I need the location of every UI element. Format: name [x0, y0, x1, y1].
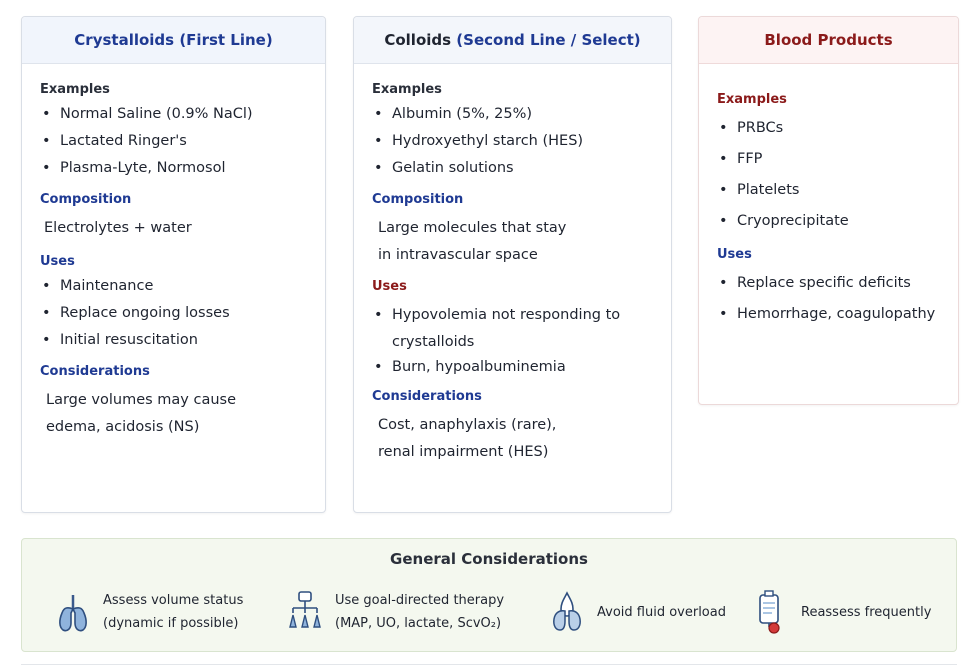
flowchart-icon	[284, 589, 326, 635]
list-item: • Hypovolemia not responding to crystalloids	[372, 302, 653, 356]
colloids-considerations-line: renal impairment (HES)	[378, 444, 549, 460]
list-item: • Hemorrhage, coagulopathy	[717, 305, 940, 324]
general-item-line: (dynamic if possible)	[103, 616, 239, 631]
colloids-uses-title: Uses	[372, 279, 407, 294]
colloids-considerations-line: Cost, anaphylaxis (rare),	[378, 417, 557, 433]
colloids-examples-list	[372, 105, 653, 178]
list-item: • Initial resuscitation	[40, 331, 307, 350]
general-item-line: Use goal-directed therapy	[335, 593, 505, 608]
blood-uses-title: Uses	[717, 247, 752, 262]
crystalloids-examples-title: Examples	[40, 82, 110, 97]
colloids-composition-line: Large molecules that stay	[378, 220, 567, 236]
crystalloids-uses-title: Uses	[40, 254, 75, 269]
list-item: • Replace ongoing losses	[40, 304, 307, 323]
crystalloids-composition-title: Composition	[40, 192, 132, 207]
list-item: • Burn, hypoalbuminemia	[372, 358, 653, 377]
list-item: • Gelatin solutions	[372, 159, 653, 178]
bottom-divider	[21, 664, 957, 670]
crystalloids-card	[21, 16, 326, 513]
list-item: • PRBCs	[717, 119, 940, 138]
general-considerations-title: General Considerations	[390, 550, 588, 568]
general-item-text	[597, 601, 726, 624]
general-item-line: Reassess frequently	[801, 604, 932, 620]
list-item: • Lactated Ringer's	[40, 132, 307, 151]
droplet-lungs-icon	[546, 589, 588, 635]
list-item: • FFP	[717, 150, 940, 169]
list-item: • Replace specific deficits	[717, 274, 940, 293]
crystalloids-considerations-line: Large volumes may cause	[46, 392, 237, 408]
colloids-composition-line: in intravascular space	[378, 247, 538, 263]
iv-bag-icon	[750, 589, 792, 635]
general-item-text	[103, 589, 243, 635]
crystalloids-title: Crystalloids (First Line)	[22, 17, 325, 64]
colloids-composition-title: Composition	[372, 192, 464, 207]
general-item-reassess	[750, 587, 931, 637]
general-item-line: Avoid fluid overload	[597, 604, 726, 620]
blood-examples-title: Examples	[717, 92, 787, 107]
blood-examples-list	[717, 119, 940, 231]
crystalloids-considerations-title: Considerations	[40, 364, 150, 379]
list-item: • Hydroxyethyl starch (HES)	[372, 132, 653, 151]
colloids-title-prefix: Colloids	[384, 31, 452, 49]
list-item: • Maintenance	[40, 277, 307, 296]
general-item-text	[335, 589, 504, 635]
general-item-goal-directed	[284, 587, 504, 637]
list-item: • Plasma-Lyte, Normosol	[40, 159, 307, 178]
general-item-line: (MAP, UO, lactate, ScvO₂)	[335, 616, 502, 631]
colloids-card	[353, 16, 672, 513]
general-item-text	[801, 601, 931, 624]
crystalloids-examples-list	[40, 105, 307, 178]
blood-products-card	[698, 16, 959, 405]
crystalloids-uses-list	[40, 277, 307, 350]
crystalloids-composition-text: Electrolytes + water	[44, 220, 192, 236]
blood-products-title: Blood Products	[699, 17, 958, 64]
general-item-line: Assess volume status	[103, 593, 244, 608]
colloids-considerations-title: Considerations	[372, 389, 482, 404]
list-item: • Normal Saline (0.9% NaCl)	[40, 105, 307, 124]
blood-uses-list	[717, 274, 940, 324]
general-item-assess	[52, 587, 243, 637]
list-item: • Albumin (5%, 25%)	[372, 105, 653, 124]
general-considerations-panel	[21, 538, 957, 652]
general-item-fluid-overload	[546, 587, 726, 637]
colloids-title-highlight: (Second Line / Select)	[456, 31, 641, 49]
colloids-title	[354, 17, 671, 64]
lungs-icon	[52, 589, 94, 635]
colloids-examples-title: Examples	[372, 82, 442, 97]
list-item: • Platelets	[717, 181, 940, 200]
crystalloids-considerations-line: edema, acidosis (NS)	[46, 419, 200, 435]
colloids-uses-list	[372, 302, 653, 377]
list-item: • Cryoprecipitate	[717, 212, 940, 231]
